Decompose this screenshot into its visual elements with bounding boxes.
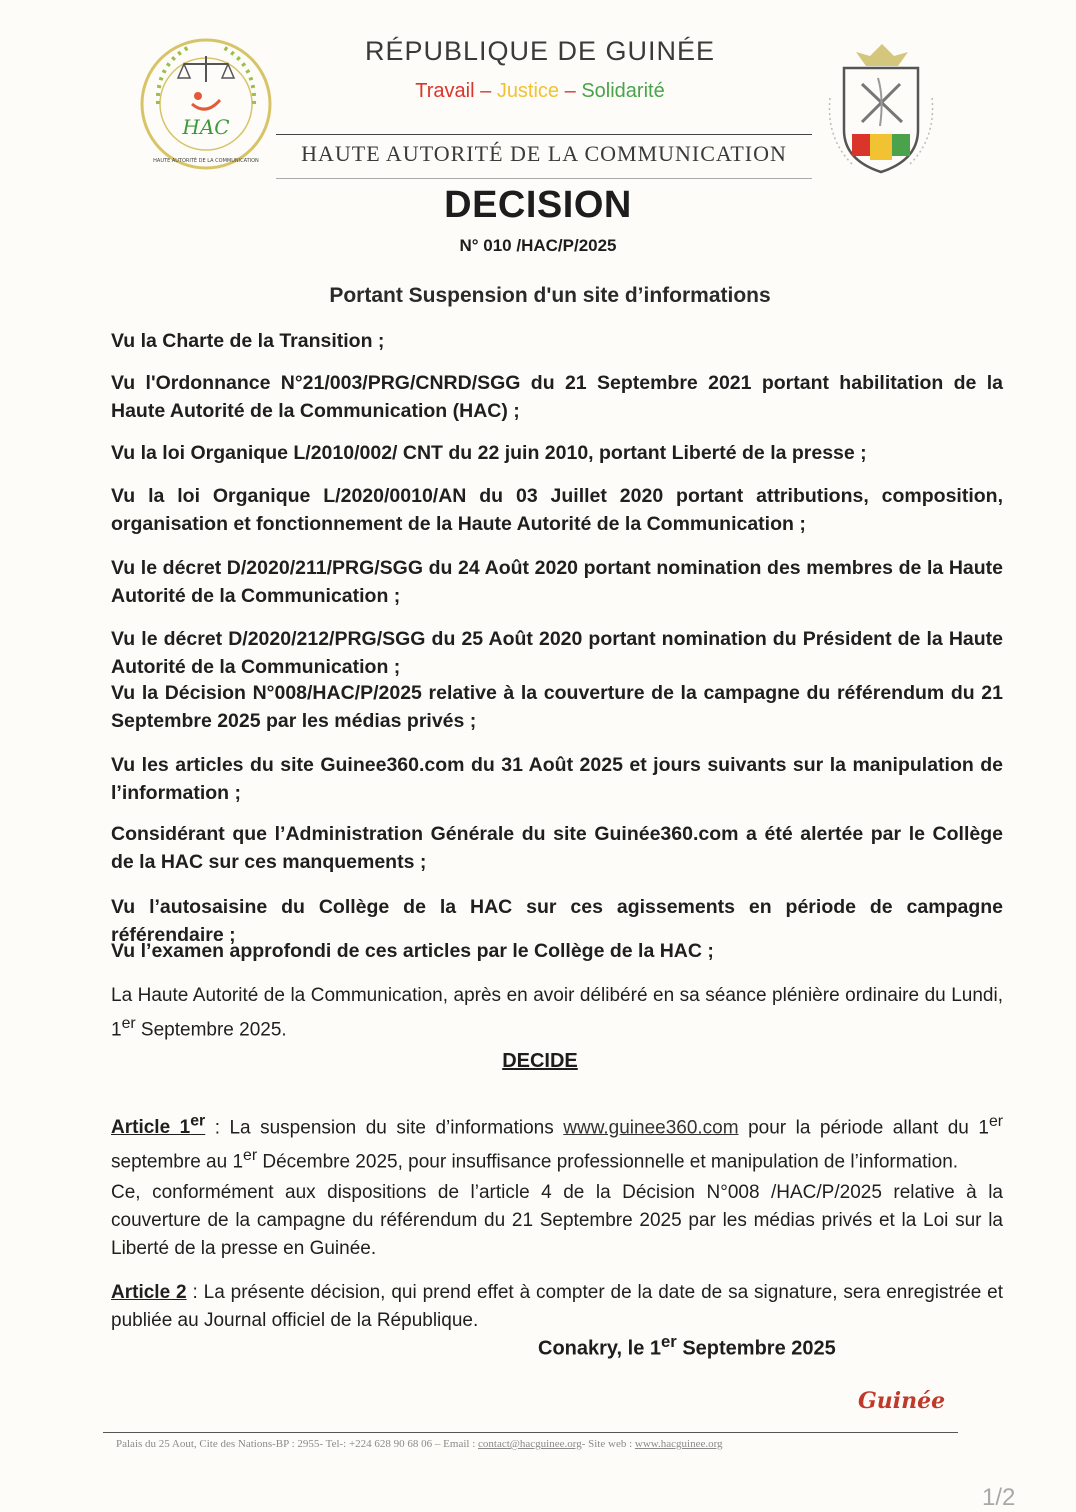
decide-heading: DECIDE [502, 1050, 578, 1072]
consideration-item: Vu le décret D/2020/212/PRG/SGG du 25 Août 2020 portant nomination du Président de la Haute Autorité de la Communication ; [111, 628, 1003, 678]
national-motto: Travail – Justice – Solidarité [415, 80, 665, 102]
consideration-item: Vu l'Ordonnance N°21/003/PRG/CNRD/SGG du 21 Septembre 2021 portant habilitation de la Haute Autorité de la Communication (HAC) ; [111, 372, 1003, 422]
consideration-item: Vu l’examen approfondi de ces articles par le Collège de la HAC ; [111, 940, 714, 962]
article-2-label: Article 2 [111, 1282, 187, 1303]
svg-text:HAC: HAC [182, 115, 230, 139]
footer-contact: Palais du 25 Aout, Cite des Nations-BP : 2955- Tel-: +224 628 90 68 06 – Email : contact@hacguinee.org- Site web : www.hacguinee.org [116, 1438, 723, 1450]
hac-logo [136, 34, 276, 174]
svg-text:HAUTE AUTORITÉ DE LA COMMUNICA: HAUTE AUTORITÉ DE LA COMMUNICATION [153, 158, 259, 164]
consideration-item: Vu la Charte de la Transition ; [111, 330, 385, 352]
consideration-item: Vu la loi Organique L/2010/002/ CNT du 22 juin 2010, portant Liberté de la presse ; [111, 442, 867, 464]
footer-divider [103, 1432, 958, 1433]
article-1-label: Article 1er [111, 1113, 206, 1139]
article-2: Article 2 : La présente décision, qui prend effet à compter de la date de sa signature, sera enregistrée et publiée au Journal officiel de la République. [111, 1282, 1004, 1331]
decision-number: N° 010 /HAC/P/2025 [459, 236, 617, 255]
place-and-date: Conakry, le 1er Septembre 2025 [538, 1332, 836, 1360]
header-divider-bottom [276, 178, 812, 179]
email-link[interactable]: contact@hacguinee.org [478, 1438, 582, 1450]
guinee360-link[interactable]: www.guinee360.com [563, 1117, 739, 1139]
article-1: Article 1er : La suspension du site d’informations www.guinee360.com pour la période allant du 1er septembre au 1er Décembre 2025, pour insuffisance professionnelle et manipulation de l’information. [111, 1113, 1004, 1173]
article-1-followup: Ce, conformément aux dispositions de l’article 4 de la Décision N°008 /HAC/P/2025 relative à la couverture de la campagne du référendum du 21 Septembre 2025 par les médias privés et la Loi sur la Liberté de la presse en Guinée. [111, 1182, 1003, 1259]
motto-word-solidarite: Solidarité [581, 80, 665, 102]
decision-subject: Portant Suspension d'un site d’informations [329, 284, 771, 307]
guinea-coat-of-arms [822, 38, 940, 178]
guinee-stamp: Guinée [858, 1388, 946, 1414]
consideration-item: Vu la Décision N°008/HAC/P/2025 relative à la couverture de la campagne du référendum du 21 Septembre 2025 par les médias privés ; [111, 682, 1003, 732]
consideration-item: Vu le décret D/2020/211/PRG/SGG du 24 Août 2020 portant nomination des membres de la Haute Autorité de la Communication ; [111, 557, 1003, 607]
deliberation-paragraph: La Haute Autorité de la Communication, après en avoir délibéré en sa séance plénière ordinaire du Lundi, 1er Septembre 2025. [111, 985, 1003, 1041]
consideration-item: Vu l’autosaisine du Collège de la HAC sur ces agissements en période de campagne référendaire ; [111, 896, 1003, 946]
consideration-item: Vu la loi Organique L/2020/0010/AN du 03 Juillet 2020 portant attributions, composition, organisation et fonctionnement de la Haute Autorité de la Communication ; [111, 485, 1003, 535]
document-title: DECISION [444, 184, 632, 226]
consideration-item: Considérant que l’Administration Générale du site Guinée360.com a été alertée par le Collège de la HAC sur ces manquements ; [111, 823, 1003, 873]
consideration-item: Vu les articles du site Guinee360.com du 31 Août 2025 et jours suivants sur la manipulation de l’information ; [111, 754, 1003, 804]
website-link[interactable]: www.hacguinee.org [634, 1438, 723, 1450]
page-indicator: 1/2 [982, 1484, 1016, 1511]
authority-title: HAUTE AUTORITÉ DE LA COMMUNICATION [301, 141, 787, 166]
motto-word-justice: Justice [496, 80, 560, 102]
header-divider [276, 134, 812, 135]
motto-word-travail: Travail [415, 80, 475, 102]
republic-title: RÉPUBLIQUE DE GUINÉE [364, 36, 716, 66]
